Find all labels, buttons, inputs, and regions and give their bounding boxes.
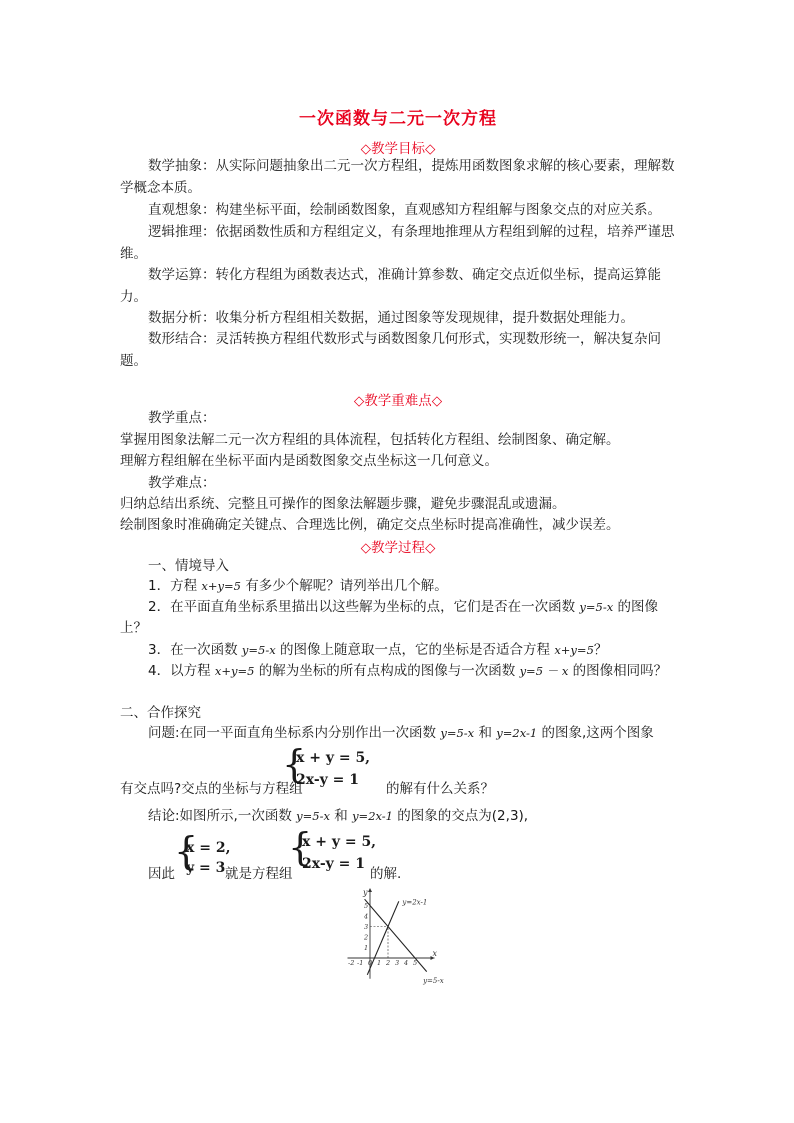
series-label-y-2x-1: y=2x-1: [402, 898, 428, 907]
x-axis-label: x: [432, 949, 438, 958]
y-tick-label: 2: [364, 933, 369, 942]
y-tick-label: 5: [364, 902, 369, 910]
conclusion-text: 结论:如图所示,一次函数: [148, 808, 297, 824]
is-solution-text: 就是方程组: [225, 866, 293, 882]
question-3: [120, 640, 676, 662]
conclusion-text: 的图象的交点为(2,3),: [393, 808, 529, 824]
x-tick-label: 5: [413, 959, 418, 967]
question-text: 4．以方程: [148, 663, 215, 679]
equation: y=2x-1: [496, 726, 538, 740]
question-1: [120, 576, 676, 598]
question-text: 的图像上随意取一点，它的坐标是否适合方程: [275, 642, 555, 658]
equation: y=5-x: [241, 643, 276, 657]
focus-item: 掌握用图象法解二元一次方程组的具体流程，包括转化方程组、绘制图象、确定解。: [120, 432, 620, 448]
question-text: 的解为坐标的所有点构成的图像与一次函数: [254, 663, 520, 679]
difficulty-item: 绘制图象时准确确定关键点、合理选比例，确定交点坐标时提高准确性，减少误差。: [120, 517, 620, 533]
x-tick-label: 0: [368, 959, 373, 967]
y-tick-label: 1: [364, 944, 369, 952]
section-heading-goals: ◇教学目标◇: [360, 141, 436, 157]
system-equation-1: x + y = 5,: [296, 750, 371, 766]
problem-text: 和: [474, 725, 497, 741]
difficulty-item: 归纳总结出系统、完整且可操作的图象法解题步骤，避免步骤混乱或遗漏。: [120, 496, 566, 512]
solution-equation-1: x = 2,: [186, 840, 231, 856]
question-text: 2．在平面直角坐标系里描出以这些解为坐标的点，它们是否在一次函数: [148, 599, 580, 615]
system-equation-1: x + y = 5,: [302, 834, 377, 850]
problem-text: 有交点吗?交点的坐标与方程组: [120, 781, 303, 797]
question-text: 的图像: [613, 599, 659, 615]
solution-brace: {: [174, 829, 199, 873]
question-text: ？: [593, 642, 608, 658]
equation: x+y=5: [214, 664, 255, 678]
question-2: [120, 597, 676, 619]
part2-heading: 二、合作探究: [120, 705, 201, 721]
system-equation-2: 2x-y = 1: [296, 772, 360, 788]
difficulty-label: 教学难点：: [148, 475, 216, 491]
question-text: 3．在一次函数: [148, 642, 242, 658]
solution-equation-2: y = 3: [186, 860, 226, 876]
focus-item: 理解方程组解在坐标平面内是函数图象交点坐标这一几何意义。: [120, 453, 498, 469]
section-heading-key-points: ◇教学重难点◇: [353, 393, 443, 409]
question-4: [120, 661, 676, 683]
y-axis-label: y: [363, 888, 368, 897]
conclusion-text: 和: [329, 808, 353, 824]
system-equation-2: 2x-y = 1: [302, 856, 366, 872]
equation: y=5-x: [440, 726, 475, 740]
x-tick-label: 2: [386, 959, 391, 967]
conclusion-line: [120, 806, 676, 828]
goal-paragraph: 逻辑推理：依据函数性质和方程组定义，有条理地推理从方程组到解的过程，培养严谨思维。: [120, 224, 675, 262]
x-tick-label: -1: [357, 959, 364, 967]
x-tick-label: -2: [348, 959, 355, 967]
y-tick-label: 3: [364, 923, 369, 931]
problem-text: 问题:在同一平面直角坐标系内分别作出一次函数: [148, 725, 441, 741]
equation: y=5-x: [579, 600, 614, 614]
y-axis-arrow: [368, 888, 372, 892]
problem-line: [120, 723, 676, 745]
equation: y=5 － x: [519, 664, 569, 678]
therefore-text: 因此: [148, 866, 175, 882]
of-solution-text: 的解.: [370, 866, 402, 882]
question-text: 的图像相同吗？: [568, 663, 668, 679]
goal-paragraph: 数形结合：灵活转换方程组代数形式与函数图象几何形式，实现数形统一，解决复杂问题。: [120, 331, 661, 369]
goal-paragraph: 数据分析：收集分析方程组相关数据，通过图象等发现规律，提升数据处理能力。: [148, 310, 634, 326]
page-title: 一次函数与二元一次方程: [299, 109, 497, 129]
problem-text: 的图象,这两个图象: [537, 725, 654, 741]
x-tick-label: 1: [377, 959, 382, 967]
part1-heading: 一、情境导入: [148, 558, 229, 574]
question-text: 1．方程: [148, 578, 202, 594]
focus-label: 教学重点：: [148, 410, 216, 426]
system-brace: {: [282, 742, 307, 786]
equation: x+y=5: [201, 579, 241, 593]
section-heading-process: ◇教学过程◇: [360, 540, 436, 556]
equation: y=2x-1: [352, 809, 393, 823]
question-2-continued: 上？: [120, 620, 147, 636]
function-graph: [325, 886, 475, 986]
x-tick-label: 3: [395, 959, 400, 967]
equation: y=5-x: [296, 809, 330, 823]
question-text: 有多少个解呢？请列举出几个解。: [240, 578, 448, 594]
system-brace: {: [288, 825, 313, 869]
equation: x+y=5: [554, 643, 594, 657]
x-tick-label: 4: [404, 959, 409, 967]
problem-text: 的解有什么关系？: [386, 781, 494, 797]
goal-paragraph: 数学运算：转化方程组为函数表达式，准确计算参数、确定交点近似坐标，提高运算能力。: [120, 267, 661, 305]
goal-paragraph: 直观想象：构建坐标平面，绘制函数图象，直观感知方程组解与图象交点的对应关系。: [148, 202, 661, 218]
series-label-y-5-x: y=5-x: [423, 976, 444, 985]
goal-paragraph: 数学抽象：从实际问题抽象出二元一次方程组，提炼用函数图象求解的核心要素，理解数学概念本质。: [120, 158, 675, 196]
y-tick-label: 4: [364, 912, 369, 921]
